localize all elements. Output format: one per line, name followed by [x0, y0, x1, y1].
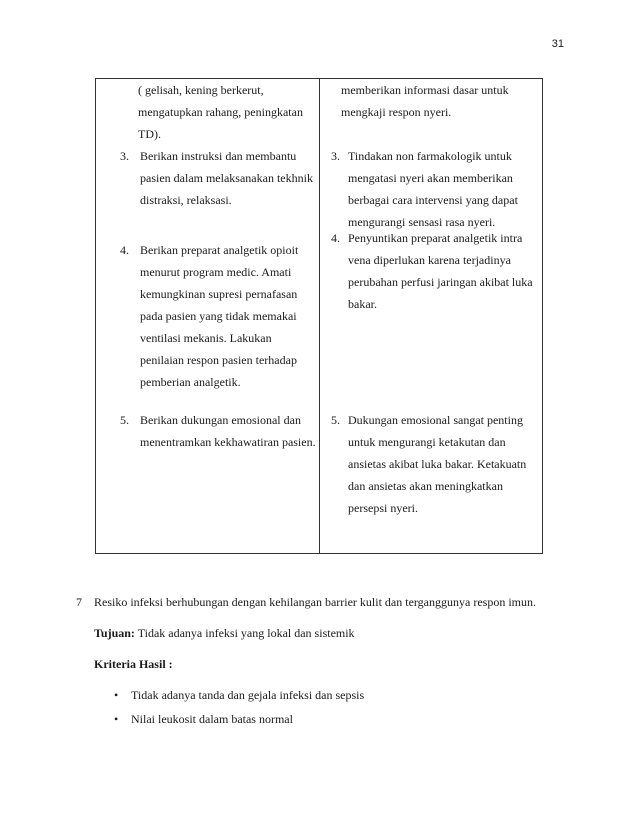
bullet-icon: •	[114, 688, 119, 702]
item-number: 4.	[331, 231, 340, 245]
item-text: Berikan preparat analgetik opioit menurut program medic. Amati kemungkinan supresi pernafasan pada pasien yang tidak memakai ventilasi mekanis. Lakukan penilaian respon pasien terhadap pemberian analgetik.	[140, 243, 299, 389]
kriteria-label: Kriteria Hasil :	[94, 657, 173, 671]
item-text: Penyuntikan preparat analgetik intra vena diperlukan karena terjadinya perubahan perfusi jaringan akibat luka bakar.	[348, 231, 533, 311]
bullet-icon: •	[114, 712, 119, 726]
item-number: 4.	[120, 243, 129, 257]
item-number: 3.	[120, 149, 129, 163]
section-heading: Resiko infeksi berhubungan dengan kehilangan barrier kulit dan terganggunya respon imun.	[94, 595, 536, 609]
intervention-table	[95, 78, 543, 554]
item-text: Berikan dukungan emosional dan menentramkan kekhawatiran pasien.	[140, 413, 316, 449]
column-divider	[319, 79, 320, 553]
tujuan-text: Tidak adanya infeksi yang lokal dan sistemik	[134, 626, 355, 640]
item-number: 3.	[331, 149, 340, 163]
right-top-text: memberikan informasi dasar untuk mengkaji respon nyeri.	[341, 83, 509, 119]
item-text: Dukungan emosional sangat penting untuk mengurangi ketakutan dan ansietas akibat luka bakar. Ketakuatn dan ansietas akan meningkatkan persepsi nyeri.	[348, 413, 527, 515]
item-text: Tindakan non farmakologik untuk mengatasi nyeri akan memberikan berbagai cara intervensi yang dapat mengurangi sensasi rasa nyeri.	[348, 149, 518, 229]
tujuan-label: Tujuan:	[94, 626, 135, 640]
item-text: Berikan instruksi dan membantu pasien dalam melaksanakan tekhnik distraksi, relaksasi.	[140, 149, 313, 207]
item-number: 5.	[331, 413, 340, 427]
tujuan-line	[94, 623, 355, 643]
bullet-text: Tidak adanya tanda dan gejala infeksi dan sepsis	[131, 688, 365, 702]
bullet-text: Nilai leukosit dalam batas normal	[131, 712, 293, 726]
left-top-text: ( gelisah, kening berkerut, mengatupkan rahang, peningkatan TD).	[138, 83, 303, 141]
section-number: 7	[76, 595, 82, 609]
page-number: 31	[551, 38, 564, 50]
item-number: 5.	[120, 413, 129, 427]
